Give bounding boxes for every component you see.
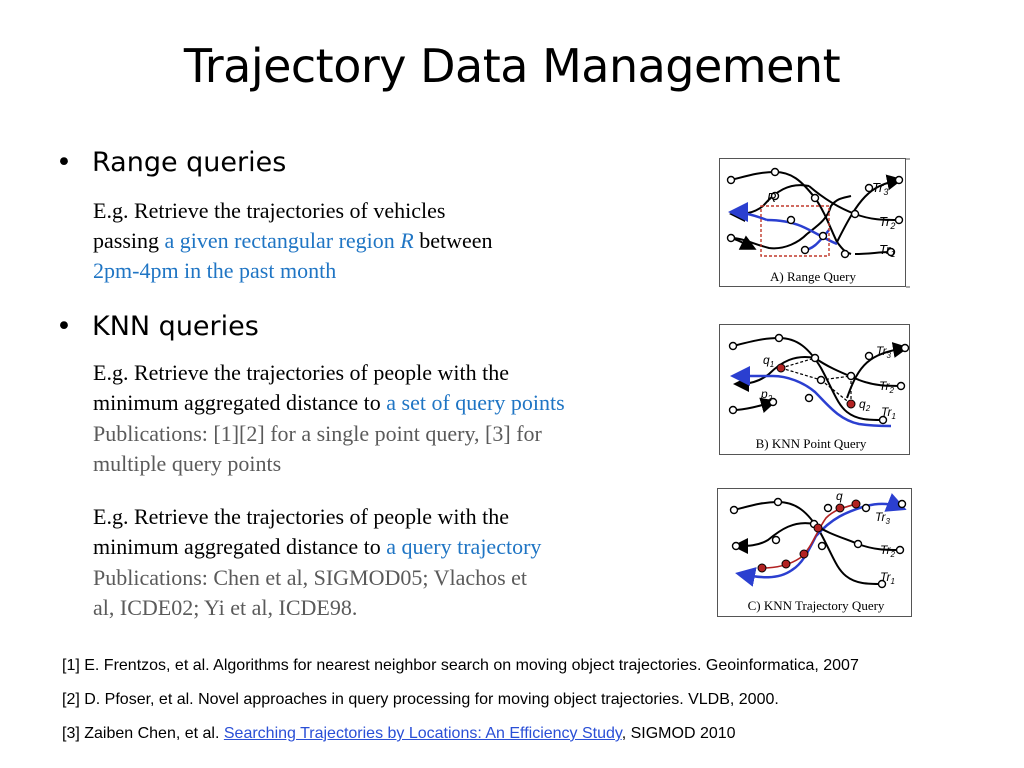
knn-traj-publications-line2: al, ICDE02; Yi et al, ICDE98. [93, 595, 358, 620]
range-line2-tail: between [413, 228, 493, 253]
range-example-line2 [93, 226, 493, 256]
knn-line2-text: minimum aggregated distance to [93, 390, 387, 415]
figure-a-tr3-label: $Tr_3$ [872, 180, 889, 197]
figure-a-tr1-label: $Tr_1$ [879, 242, 896, 259]
figure-c-tr1-label: $Tr_1$ [880, 570, 895, 586]
range-heading: Range queries [92, 147, 287, 178]
figure-b-distance-lines [781, 358, 851, 404]
figure-c-tr2-label: $Tr_2$ [880, 543, 895, 559]
figure-b-caption: B) KNN Point Query [755, 436, 867, 451]
figure-b-tr1-label: $Tr_1$ [881, 405, 896, 421]
figure-b-query-point-q1 [777, 364, 785, 372]
knn-publications-line1: Publications: [1][2] for a single point query, [3] for [93, 421, 542, 446]
bullet-knn-queries [56, 310, 259, 344]
figure-b-tr3-label: $Tr_3$ [876, 344, 891, 360]
bullet-dot-icon: • [56, 147, 72, 178]
knn-line2-highlight: a set of query points [386, 390, 565, 415]
figure-b-query-point-q2 [847, 400, 855, 408]
bullet-range-queries [56, 146, 286, 180]
knn-traj-example-line1: E.g. Retrieve the trajectories of people with the [93, 504, 510, 529]
knn-heading: KNN queries [92, 311, 259, 342]
reference-3 [62, 723, 736, 745]
figure-b-p2-label: $p_2$ [761, 387, 773, 403]
figure-a-tr2-label: $Tr_2$ [879, 214, 896, 231]
figure-b-q2-label: $q_2$ [859, 397, 871, 413]
range-line2-text: passing [93, 228, 165, 253]
figure-c-q-label: q [836, 489, 843, 503]
figure-a-region-label: R [767, 190, 777, 205]
range-line2-highlight: a given rectangular region [164, 228, 401, 253]
knn-traj-line2-text: minimum aggregated distance to [93, 534, 387, 559]
reference-3-authors: [3] Zaiben Chen, et al. [62, 725, 224, 742]
figure-knn-trajectory-query [716, 488, 916, 618]
page-title: Trajectory Data Management [183, 39, 841, 93]
range-example-line3: 2pm-4pm in the past month [93, 258, 337, 283]
knn-example-line2 [93, 388, 565, 418]
figure-knn-point-query [719, 324, 915, 456]
knn-traj-example-line2 [93, 532, 541, 562]
range-example-line1: E.g. Retrieve the trajectories of vehicles [93, 198, 446, 223]
knn-traj-publications-line1: Publications: Chen et al, SIGMOD05; Vlachos et [93, 565, 528, 590]
reference-3-venue: , SIGMOD 2010 [621, 725, 736, 742]
figure-b-q1-label: $q_1$ [763, 353, 775, 369]
figure-c-caption: C) KNN Trajectory Query [747, 598, 885, 613]
knn-traj-line2-highlight: a query trajectory [386, 534, 542, 559]
reference-3-link[interactable]: Searching Trajectories by Locations: An Efficiency Study [223, 725, 622, 742]
reference-2: [2] D. Pfoser, et al. Novel approaches in query processing for moving object trajectories. VLDB, 2000. [62, 691, 779, 708]
reference-1: [1] E. Frentzos, et al. Algorithms for nearest neighbor search on moving object trajectories. Geoinformatica, 2007 [62, 657, 859, 674]
figure-c-tr3-label: $Tr_3$ [875, 510, 890, 526]
figure-range-query [719, 158, 911, 288]
knn-example-line1: E.g. Retrieve the trajectories of people with the [93, 360, 510, 385]
figure-a-caption: A) Range Query [770, 269, 856, 284]
figure-a-frame [720, 159, 906, 287]
range-line2-region: R [400, 228, 414, 253]
figure-b-tr2-label: $Tr_2$ [879, 379, 894, 395]
knn-publications-line2: multiple query points [93, 451, 282, 476]
bullet-dot-icon: • [56, 311, 72, 342]
